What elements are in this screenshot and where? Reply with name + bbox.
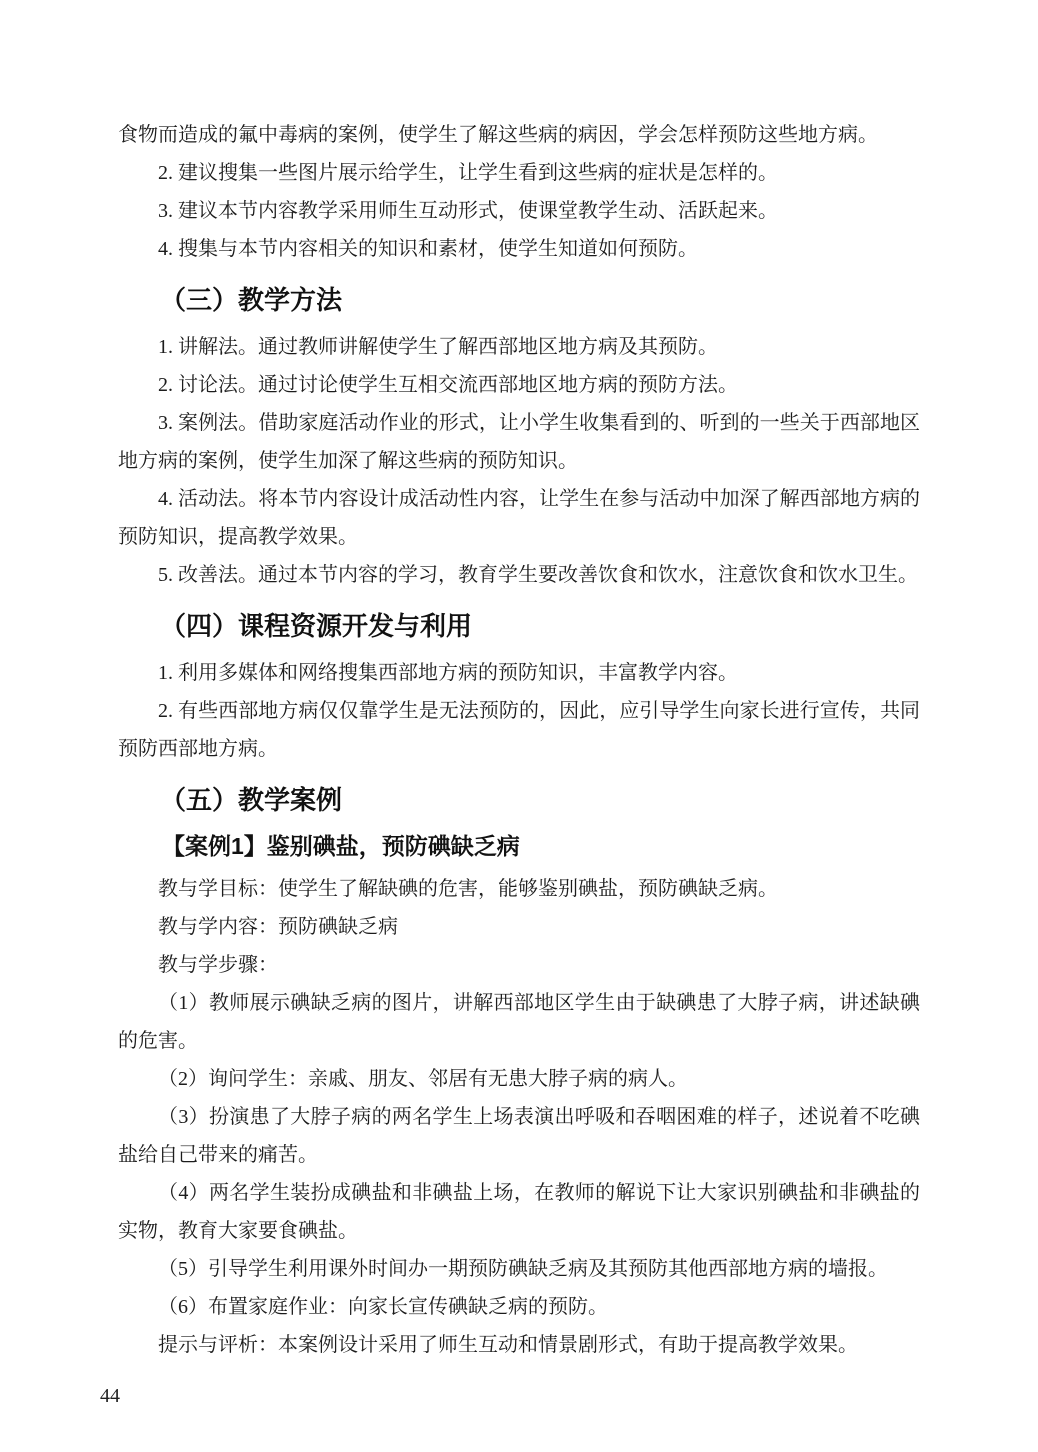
paragraph-resource-2: 2. 有些西部地方病仅仅靠学生是无法预防的，因此，应引导学生向家长进行宣传，共同预防西部地方病。 <box>118 700 920 760</box>
paragraph-method-5: 5. 改善法。通过本节内容的学习，教育学生要改善饮食和饮水，注意饮食和饮水卫生。 <box>158 564 918 586</box>
page-number: 44 <box>100 1385 120 1407</box>
paragraph-case-content: 教与学内容：预防碘缺乏病 <box>158 916 398 938</box>
paragraph-step-2: （2）询问学生：亲戚、朋友、邻居有无患大脖子病的病人。 <box>158 1068 688 1090</box>
paragraph-suggestion-2: 2. 建议搜集一些图片展示给学生，让学生看到这些病的症状是怎样的。 <box>158 162 778 184</box>
paragraph-step-5: （5）引导学生利用课外时间办一期预防碘缺乏病及其预防其他西部地方病的墙报。 <box>158 1258 888 1280</box>
page-content <box>118 116 920 1364</box>
paragraph-step-1: （1）教师展示碘缺乏病的图片，讲解西部地区学生由于缺碘患了大脖子病，讲述缺碘的危害。 <box>118 992 920 1052</box>
paragraph-step-6: （6）布置家庭作业：向家长宣传碘缺乏病的预防。 <box>158 1296 608 1318</box>
paragraph-step-4: （4）两名学生装扮成碘盐和非碘盐上场，在教师的解说下让大家识别碘盐和非碘盐的实物，教育大家要食碘盐。 <box>118 1182 920 1242</box>
paragraph-suggestion-3: 3. 建议本节内容教学采用师生互动形式，使课堂教学生动、活跃起来。 <box>158 200 778 222</box>
paragraph-method-1: 1. 讲解法。通过教师讲解使学生了解西部地区地方病及其预防。 <box>158 336 718 358</box>
paragraph-case-steps-label: 教与学步骤： <box>158 954 278 976</box>
paragraph-case-goal: 教与学目标：使学生了解缺碘的危害，能够鉴别碘盐，预防碘缺乏病。 <box>158 878 778 900</box>
heading-curriculum-resources: （四）课程资源开发与利用 <box>160 612 473 641</box>
paragraph-method-4: 4. 活动法。将本节内容设计成活动性内容，让学生在参与活动中加深了解西部地方病的预防知识，提高教学效果。 <box>118 488 920 548</box>
paragraph-suggestion-4: 4. 搜集与本节内容相关的知识和素材，使学生知道如何预防。 <box>158 238 698 260</box>
paragraph-continuation: 食物而造成的氟中毒病的案例，使学生了解这些病的病因，学会怎样预防这些地方病。 <box>118 124 878 146</box>
heading-teaching-methods: （三）教学方法 <box>160 286 343 315</box>
case-title: 【案例1】鉴别碘盐，预防碘缺乏病 <box>162 833 520 859</box>
heading-teaching-case: （五）教学案例 <box>160 786 343 815</box>
paragraph-method-2: 2. 讨论法。通过讨论使学生互相交流西部地区地方病的预防方法。 <box>158 374 738 396</box>
paragraph-step-3: （3）扮演患了大脖子病的两名学生上场表演出呼吸和吞咽困难的样子，述说着不吃碘盐给自己带来的痛苦。 <box>118 1106 920 1166</box>
paragraph-resource-1: 1. 利用多媒体和网络搜集西部地方病的预防知识，丰富教学内容。 <box>158 662 738 684</box>
paragraph-case-review: 提示与评析：本案例设计采用了师生互动和情景剧形式，有助于提高教学效果。 <box>158 1334 858 1356</box>
paragraph-method-3: 3. 案例法。借助家庭活动作业的形式，让小学生收集看到的、听到的一些关于西部地区地方病的案例，使学生加深了解这些病的预防知识。 <box>118 412 920 472</box>
